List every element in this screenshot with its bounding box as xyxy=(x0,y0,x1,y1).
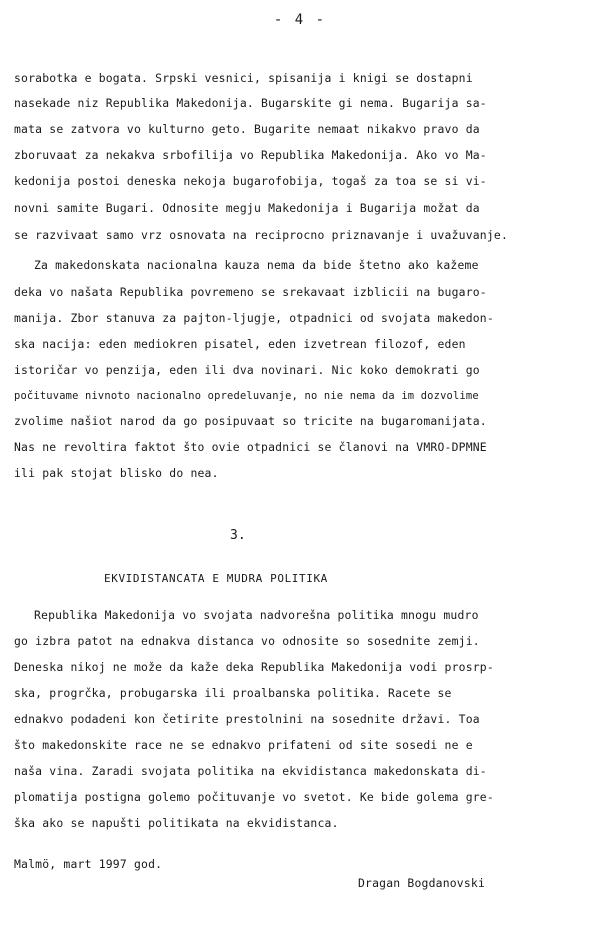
text-line: kedonija postoi deneska nekoja bugarofobija, togaš za toa se si vi- xyxy=(14,174,487,188)
text-line: zvolime našiot narod da go posipuvaat so tricite na bugaromanijata. xyxy=(14,414,487,428)
text-line: Za makedonskata nacionalna kauza nema da bide štetno ako kažeme xyxy=(34,258,479,272)
text-line: ska nacija: eden mediokren pisatel, eden izvetrean filozof, eden xyxy=(14,337,466,351)
text-line: mata se zatvora vo kulturno geto. Bugarite nemaat nikakvo pravo da xyxy=(14,122,480,136)
text-line: se razvivaat samo vrz osnovata na reciprocno priznavanje i uvažuvanje. xyxy=(14,228,509,242)
page-number: - 4 - xyxy=(273,12,327,28)
text-line: sorabotka e bogata. Srpski vesnici, spisanija i knigi se dostapni xyxy=(14,71,473,85)
text-line: deka vo našata Republika povremeno se srekavaat izblicii na bugaro- xyxy=(14,285,487,299)
text-line: nasekade niz Republika Makedonija. Bugarskite gi nema. Bugarija sa- xyxy=(14,96,487,110)
text-line: manija. Zbor stanuva za pajton-ljugje, otpadnici od svojata makedon- xyxy=(14,311,494,325)
text-line: ska, progrčka, probugarska ili proalbanska politika. Racete se xyxy=(14,686,452,700)
text-line: počituvame nivnoto nacionalno opredeluvanje, no nie nema da im dozvolime xyxy=(14,390,479,402)
text-line: što makedonskite race ne se ednakvo prifateni od site sosedi ne e xyxy=(14,738,473,752)
text-line: Republika Makedonija vo svojata nadvorešna politika mnogu mudro xyxy=(34,608,479,622)
text-line: plomatija postigna golemo počituvanje vo svetot. Ke bide golema gre- xyxy=(14,790,494,804)
text-line: ednakvo podadeni kon četirite prestolnini na sosednite državi. Toa xyxy=(14,712,480,726)
text-line: Nas ne revoltira faktot što ovie otpadnici se članovi na VMRO-DPMNE xyxy=(14,440,487,454)
text-line: go izbra patot na ednakva distanca vo odnosite so sosednite zemji. xyxy=(14,634,480,648)
author-name: Dragan Bogdanovski xyxy=(358,876,486,890)
place-date: Malmö, mart 1997 god. xyxy=(14,857,163,871)
section-title: EKVIDISTANCATA E MUDRA POLITIKA xyxy=(104,572,328,585)
text-line: naša vina. Zaradi svojata politika na ekvidistanca makedonskata di- xyxy=(14,764,487,778)
text-line: istoričar vo penzija, eden ili dva novinari. Nic koko demokrati go xyxy=(14,363,480,377)
text-line: novni samite Bugari. Odnosite megju Makedonija i Bugarija možat da xyxy=(14,201,480,215)
text-line: ili pak stojat blisko do nea. xyxy=(14,466,219,480)
section-number: 3. xyxy=(230,528,246,543)
text-line: Deneska nikoj ne može da kaže deka Republika Makedonija vodi prosrp- xyxy=(14,660,494,674)
text-line: ška ako se napušti politikata na ekvidistanca. xyxy=(14,816,339,830)
text-line: zboruvaat za nekakva srbofilija vo Republika Makedonija. Ako vo Ma- xyxy=(14,148,487,162)
